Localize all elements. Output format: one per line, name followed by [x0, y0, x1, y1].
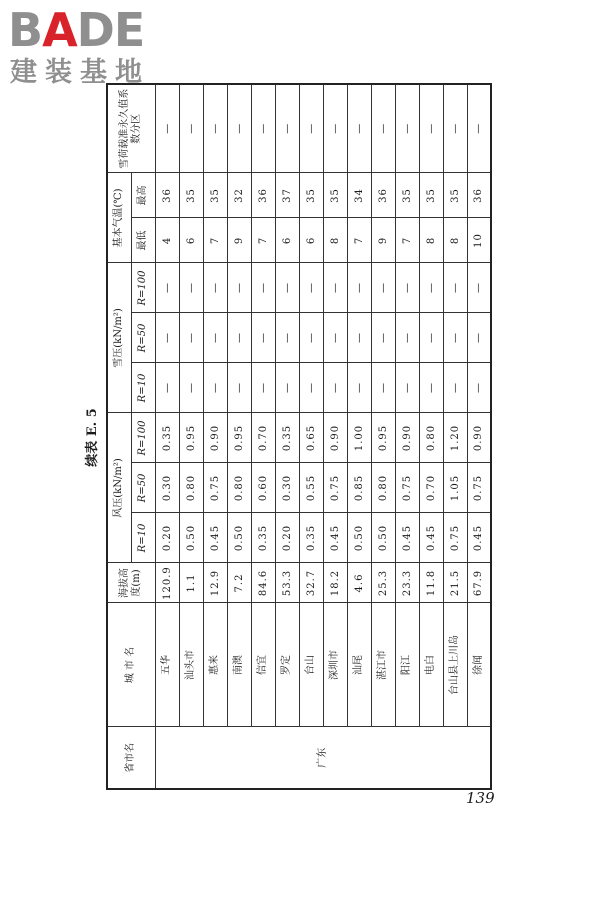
header-temp-min: 最低: [131, 218, 155, 263]
snow-zone-cell: —: [251, 84, 275, 173]
rotated-page: [85, 85, 497, 807]
table-row: [299, 84, 323, 789]
temp-min-cell: 4: [155, 218, 179, 263]
wind-r100-cell: 0.65: [299, 413, 323, 463]
province-cell: 广东: [155, 727, 491, 789]
city-cell: 徐闻: [467, 603, 491, 727]
temp-min-cell: 8: [419, 218, 443, 263]
snow-zone-cell: —: [323, 84, 347, 173]
temp-min-cell: 7: [347, 218, 371, 263]
wind-r100-cell: 0.90: [203, 413, 227, 463]
wind-r100-cell: 0.70: [251, 413, 275, 463]
snow-r10-cell: —: [467, 363, 491, 413]
snow-r10-cell: —: [347, 363, 371, 413]
temp-min-cell: 6: [275, 218, 299, 263]
temp-max-cell: 36: [155, 173, 179, 218]
header-altitude: 海拔高度(m): [107, 563, 155, 603]
wind-r100-cell: 0.95: [179, 413, 203, 463]
temp-max-cell: 35: [395, 173, 419, 218]
wind-r50-cell: 0.55: [299, 463, 323, 513]
temp-min-cell: 8: [323, 218, 347, 263]
snow-r100-cell: —: [467, 263, 491, 313]
snow-r50-cell: —: [227, 313, 251, 363]
wind-r50-cell: 0.70: [419, 463, 443, 513]
wind-r10-cell: 0.50: [227, 513, 251, 563]
altitude-cell: 84.6: [251, 563, 275, 603]
header-wind-pressure: 风压(kN/m²): [107, 413, 131, 563]
temp-max-cell: 35: [443, 173, 467, 218]
city-cell: 台山: [299, 603, 323, 727]
snow-r10-cell: —: [155, 363, 179, 413]
temp-max-cell: 32: [227, 173, 251, 218]
wind-r50-cell: 0.75: [467, 463, 491, 513]
city-cell: 深圳市: [323, 603, 347, 727]
snow-r100-cell: —: [275, 263, 299, 313]
table-caption: 续表 E. 5: [85, 408, 100, 467]
snow-r50-cell: —: [443, 313, 467, 363]
table-row: [323, 84, 347, 789]
wind-r10-cell: 0.45: [467, 513, 491, 563]
header-wind-r50: R=50: [131, 463, 155, 513]
altitude-cell: 23.3: [395, 563, 419, 603]
snow-r100-cell: —: [203, 263, 227, 313]
snow-r10-cell: —: [443, 363, 467, 413]
snow-r50-cell: —: [467, 313, 491, 363]
header-snow-pressure: 雪压(kN/m²): [107, 263, 131, 413]
temp-min-cell: 6: [299, 218, 323, 263]
snow-zone-cell: —: [347, 84, 371, 173]
wind-r50-cell: 0.80: [227, 463, 251, 513]
table-row: [419, 84, 443, 789]
table-row: [227, 84, 251, 789]
wind-r50-cell: 0.85: [347, 463, 371, 513]
snow-r50-cell: —: [203, 313, 227, 363]
snow-r10-cell: —: [323, 363, 347, 413]
wind-r100-cell: 0.95: [227, 413, 251, 463]
snow-r10-cell: —: [275, 363, 299, 413]
snow-r50-cell: —: [299, 313, 323, 363]
header-wind-r10: R=10: [131, 513, 155, 563]
wind-r50-cell: 0.30: [155, 463, 179, 513]
snow-zone-cell: —: [299, 84, 323, 173]
snow-zone-cell: —: [395, 84, 419, 173]
wind-r100-cell: 0.90: [395, 413, 419, 463]
snow-r100-cell: —: [371, 263, 395, 313]
snow-zone-cell: —: [179, 84, 203, 173]
wind-r50-cell: 0.75: [323, 463, 347, 513]
snow-zone-cell: —: [227, 84, 251, 173]
snow-r10-cell: —: [179, 363, 203, 413]
altitude-cell: 21.5: [443, 563, 467, 603]
snow-zone-cell: —: [371, 84, 395, 173]
snow-zone-cell: —: [155, 84, 179, 173]
city-cell: 惠来: [203, 603, 227, 727]
temp-min-cell: 10: [467, 218, 491, 263]
altitude-cell: 32.7: [299, 563, 323, 603]
wind-r100-cell: 0.80: [419, 413, 443, 463]
snow-r100-cell: —: [419, 263, 443, 313]
wind-r100-cell: 0.95: [371, 413, 395, 463]
header-snow-r50: R=50: [131, 313, 155, 363]
temp-max-cell: 36: [371, 173, 395, 218]
city-cell: 罗定: [275, 603, 299, 727]
city-cell: 阳江: [395, 603, 419, 727]
temp-max-cell: 34: [347, 173, 371, 218]
header-city: 城 市 名: [107, 603, 155, 727]
snow-r50-cell: —: [323, 313, 347, 363]
altitude-cell: 11.8: [419, 563, 443, 603]
snow-r100-cell: —: [395, 263, 419, 313]
wind-r10-cell: 0.45: [395, 513, 419, 563]
temp-max-cell: 35: [179, 173, 203, 218]
wind-r10-cell: 0.50: [179, 513, 203, 563]
snow-zone-cell: —: [443, 84, 467, 173]
temp-max-cell: 35: [299, 173, 323, 218]
city-cell: 南澳: [227, 603, 251, 727]
temp-min-cell: 6: [179, 218, 203, 263]
snow-r10-cell: —: [251, 363, 275, 413]
header-snow-r100: R=100: [131, 263, 155, 313]
temp-max-cell: 35: [203, 173, 227, 218]
wind-r100-cell: 0.35: [275, 413, 299, 463]
altitude-cell: 12.9: [203, 563, 227, 603]
header-snow-load-zone: 雪荷载准永久值系数分区: [107, 84, 155, 173]
snow-r10-cell: —: [227, 363, 251, 413]
table-row: [155, 84, 179, 789]
table-row: [371, 84, 395, 789]
logo-subtitle: 建装基地: [10, 57, 150, 88]
temp-min-cell: 7: [395, 218, 419, 263]
wind-r10-cell: 0.45: [323, 513, 347, 563]
snow-zone-cell: —: [203, 84, 227, 173]
snow-r50-cell: —: [179, 313, 203, 363]
wind-r50-cell: 0.80: [371, 463, 395, 513]
table-row: [179, 84, 203, 789]
altitude-cell: 53.3: [275, 563, 299, 603]
header-basic-temperature: 基本气温(℃): [107, 173, 131, 263]
table-row: [203, 84, 227, 789]
city-cell: 五华: [155, 603, 179, 727]
wind-r50-cell: 0.75: [395, 463, 419, 513]
snow-r100-cell: —: [227, 263, 251, 313]
altitude-cell: 7.2: [227, 563, 251, 603]
wind-r10-cell: 0.20: [155, 513, 179, 563]
altitude-cell: 120.9: [155, 563, 179, 603]
table-row: [467, 84, 491, 789]
altitude-cell: 4.6: [347, 563, 371, 603]
wind-r10-cell: 0.45: [419, 513, 443, 563]
snow-r10-cell: —: [419, 363, 443, 413]
temp-min-cell: 7: [251, 218, 275, 263]
altitude-cell: 1.1: [179, 563, 203, 603]
snow-r50-cell: —: [275, 313, 299, 363]
temp-max-cell: 35: [323, 173, 347, 218]
wind-r50-cell: 1.05: [443, 463, 467, 513]
snow-r50-cell: —: [419, 313, 443, 363]
wind-r100-cell: 1.20: [443, 413, 467, 463]
wind-r100-cell: 0.35: [155, 413, 179, 463]
snow-r100-cell: —: [251, 263, 275, 313]
snow-r100-cell: —: [347, 263, 371, 313]
city-cell: 湛江市: [371, 603, 395, 727]
snow-r50-cell: —: [155, 313, 179, 363]
snow-r50-cell: —: [395, 313, 419, 363]
wind-r50-cell: 0.30: [275, 463, 299, 513]
wind-r100-cell: 0.90: [323, 413, 347, 463]
snow-r100-cell: —: [323, 263, 347, 313]
temp-min-cell: 9: [227, 218, 251, 263]
wind-r10-cell: 0.75: [443, 513, 467, 563]
table-row: [347, 84, 371, 789]
table-row: [443, 84, 467, 789]
snow-r50-cell: —: [371, 313, 395, 363]
wind-r10-cell: 0.45: [203, 513, 227, 563]
page-number: 139: [466, 789, 495, 807]
altitude-cell: 25.3: [371, 563, 395, 603]
altitude-cell: 18.2: [323, 563, 347, 603]
wind-r50-cell: 0.75: [203, 463, 227, 513]
snow-zone-cell: —: [467, 84, 491, 173]
wind-r10-cell: 0.20: [275, 513, 299, 563]
snow-r50-cell: —: [251, 313, 275, 363]
climate-parameter-table: [106, 83, 492, 790]
wind-r100-cell: 1.00: [347, 413, 371, 463]
header-temp-max: 最高: [131, 173, 155, 218]
brand-logo: [8, 4, 183, 94]
wind-r50-cell: 0.80: [179, 463, 203, 513]
city-cell: 台山县上川岛: [443, 603, 467, 727]
snow-zone-cell: —: [419, 84, 443, 173]
temp-max-cell: 36: [467, 173, 491, 218]
table-row: [251, 84, 275, 789]
table-row: [275, 84, 299, 789]
snow-r100-cell: —: [179, 263, 203, 313]
city-cell: 汕尾: [347, 603, 371, 727]
snow-r50-cell: —: [347, 313, 371, 363]
snow-r100-cell: —: [443, 263, 467, 313]
wind-r50-cell: 0.60: [251, 463, 275, 513]
temp-min-cell: 7: [203, 218, 227, 263]
wind-r10-cell: 0.35: [251, 513, 275, 563]
snow-r100-cell: —: [299, 263, 323, 313]
snow-r100-cell: —: [155, 263, 179, 313]
wind-r10-cell: 0.50: [347, 513, 371, 563]
temp-min-cell: 9: [371, 218, 395, 263]
wind-r10-cell: 0.35: [299, 513, 323, 563]
logo-brand-text: BADE: [8, 3, 145, 57]
city-cell: 电白: [419, 603, 443, 727]
snow-r10-cell: —: [371, 363, 395, 413]
header-snow-r10: R=10: [131, 363, 155, 413]
header-wind-r100: R=100: [131, 413, 155, 463]
temp-max-cell: 35: [419, 173, 443, 218]
snow-r10-cell: —: [299, 363, 323, 413]
city-cell: 汕头市: [179, 603, 203, 727]
header-province: 省市名: [107, 727, 155, 789]
wind-r100-cell: 0.90: [467, 413, 491, 463]
table-row: [395, 84, 419, 789]
snow-zone-cell: —: [275, 84, 299, 173]
temp-max-cell: 36: [251, 173, 275, 218]
altitude-cell: 67.9: [467, 563, 491, 603]
temp-min-cell: 8: [443, 218, 467, 263]
snow-r10-cell: —: [203, 363, 227, 413]
wind-r10-cell: 0.50: [371, 513, 395, 563]
snow-r10-cell: —: [395, 363, 419, 413]
temp-max-cell: 37: [275, 173, 299, 218]
city-cell: 信宜: [251, 603, 275, 727]
